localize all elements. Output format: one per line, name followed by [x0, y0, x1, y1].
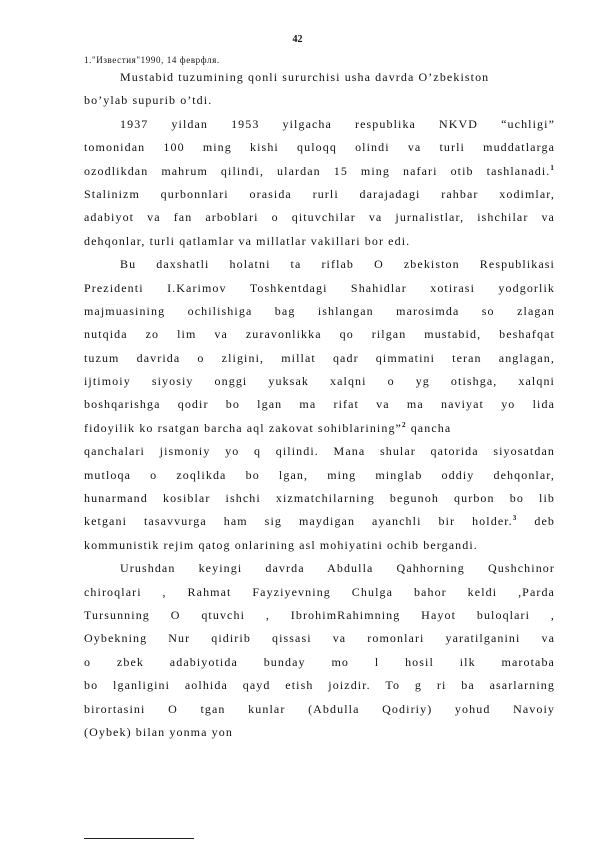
text-line [84, 721, 555, 744]
text-line [84, 89, 555, 112]
text-line-content: chiroqlari , Rahmat Fayziyevning Chulga bahor keldi ,Parda [84, 584, 555, 599]
text-line-content: (Oybek) bilan yonma yon [84, 724, 233, 739]
footnote-marker: 1 [550, 163, 555, 172]
text-line-content: Tursunning O qtuvchi , IbrohimRahimning Hayot buloqlari , [84, 607, 555, 622]
text-line [84, 136, 555, 159]
text-line-content: Oybekning Nur qidirib qissasi va romonlari yaratilganini va [84, 631, 555, 646]
footnote-reference: 1."Известия"1990, 14 феврфля. [84, 55, 220, 65]
text-line [84, 277, 555, 300]
text-line-content: bo’ylab supurib o’tdi. [84, 93, 213, 108]
text-line [84, 651, 555, 674]
text-line-content: Prezidenti I.Karimov Toshkentdagi Shahidlar xotirasi yodgorlik [84, 280, 555, 295]
text-line [84, 230, 555, 253]
text-line [84, 323, 555, 346]
text-line [84, 464, 555, 487]
text-line [84, 370, 555, 393]
text-line [84, 510, 555, 533]
text-line-content: ijtimoiy siyosiy onggi yuksak xalqni o yg otishga, xalqni [84, 374, 555, 389]
text-line-content: Urushdan keyingi davrda Abdulla Qahhorning Qushchinor [120, 561, 555, 576]
text-line-content: tuzum davrida o zligini, millat qadr qimmatini teran anglagan, [84, 350, 555, 365]
text-line-content: kommunistik rejim qatog onlarining asl mohiyatini ochib bergandi. [84, 537, 478, 552]
text-line-content: hunarmand kosiblar ishchi xizmatchilarning begunoh qurbon bo lib [84, 491, 555, 506]
text-line [84, 674, 555, 697]
text-line-content: boshqarishga qodir bo lgan ma rifat va ma naviyat yo lida [84, 397, 555, 412]
text-line-content: dehqonlar, turli qatlamlar va millatlar vakillari bor edi. [84, 233, 411, 248]
text-line [84, 393, 555, 416]
text-line-content: Stalinizm qurbonnlari orasida rurli darajadagi rahbar xodimlar, [84, 186, 555, 201]
text-line-content: tomonidan 100 ming kishi quloqq olindi va turli muddatlarga [84, 140, 555, 155]
text-line [84, 347, 555, 370]
text-line-content: ketgani tasavvurga ham sig maydigan ayanchli bir holder. [84, 514, 513, 529]
text-line [84, 66, 555, 89]
text-line-content: adabiyot va fan arboblari o qituvchilar va jurnalistlar, ishchilar va [84, 210, 555, 225]
text-line [84, 253, 555, 276]
text-line-content: majmuasining ochilishiga bag ishlangan marosimda so zlagan [84, 303, 555, 318]
text-line-content: bo lganligini aolhida qayd etish joizdir. To g ri ba asarlarning [84, 678, 555, 693]
text-line-content: 1937 yildan 1953 yilgacha respublika NKVD “uchligi” [120, 116, 555, 131]
text-line [84, 113, 555, 136]
footnote-marker: 2 [402, 420, 407, 429]
text-line-content: o zbek adabiyotida bunday mo l hosil ilk marotaba [84, 654, 555, 669]
page-number: 42 [292, 34, 303, 45]
text-line-content: birortasini O tgan kunlar (Abdulla Qodiriy) yohud Navoiy [84, 701, 555, 716]
text-line [84, 627, 555, 650]
text-line-tail: qancha [406, 420, 452, 435]
text-line [84, 417, 555, 440]
text-line-content: Bu daxshatli holatni ta riflab O zbekiston Respublikasi [120, 257, 555, 272]
footnote-separator [84, 838, 194, 839]
text-line [84, 581, 555, 604]
text-line-tail: deb [517, 514, 555, 529]
body-text [84, 66, 555, 744]
text-line-content: qanchalari jismoniy yo q qilindi. Mana shular qatorida siyosatdan [84, 444, 555, 459]
text-line-content: ozodlikdan mahrum qilindi, ulardan 15 ming nafari otib tashlanadi. [84, 163, 551, 178]
text-line-content: nutqida zo lim va zuravonlikka qo rilgan mustabid, beshafqat [84, 327, 555, 342]
text-line-content: mutloqa o zoqlikda bo lgan, ming minglab oddiy dehqonlar, [84, 467, 555, 482]
text-line [84, 440, 555, 463]
text-line [84, 206, 555, 229]
text-line [84, 604, 555, 627]
text-line-content: Mustabid tuzumining qonli sururchisi usha davrda O’zbekiston [120, 70, 490, 84]
text-line [84, 183, 555, 206]
text-line [84, 487, 555, 510]
text-line [84, 557, 555, 580]
text-line [84, 300, 555, 323]
text-line [84, 698, 555, 721]
footnote-marker: 3 [512, 514, 518, 523]
text-line [84, 534, 555, 557]
text-line-content: fidoyilik ko rsatgan barcha aql zakovat sohiblarining” [84, 420, 402, 435]
text-line [84, 160, 555, 183]
